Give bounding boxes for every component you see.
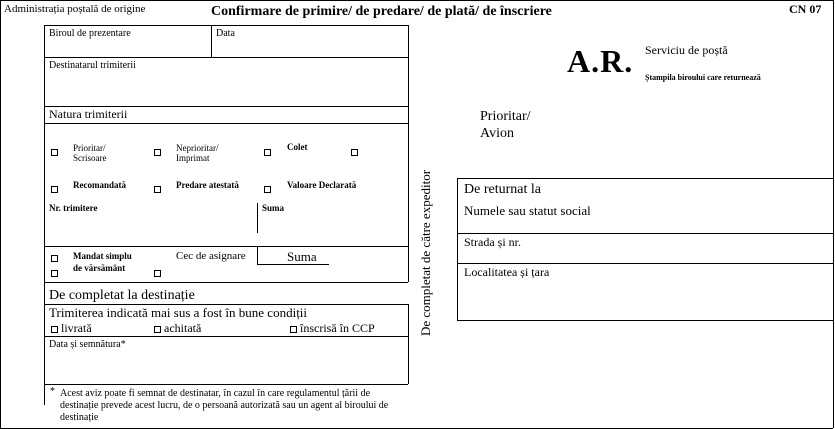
cec-label: Cec de asignare xyxy=(176,250,246,262)
street-row-bottom xyxy=(457,263,833,264)
office-date-divider xyxy=(211,25,212,57)
return-box-bottom xyxy=(457,320,833,321)
option-predare-atestata-label: Predare atestată xyxy=(176,180,239,190)
checkbox-prioritar[interactable] xyxy=(51,149,58,156)
money-order-label: Mandat simplu de vărsământ xyxy=(73,251,132,273)
checkbox-recomandata[interactable] xyxy=(51,186,58,193)
return-box-top xyxy=(457,178,833,179)
return-box-left xyxy=(457,178,458,320)
left-block-edge xyxy=(44,25,45,405)
frame-top xyxy=(0,0,833,1)
option-recomandata-label: Recomandată xyxy=(73,180,126,190)
destination-heading: De completat la destinație xyxy=(49,288,195,303)
return-heading: De returnat la xyxy=(464,182,541,197)
office-label: Biroul de prezentare xyxy=(49,28,131,39)
name-label: Numele sau statut social xyxy=(464,203,591,218)
checkbox-mandat[interactable] xyxy=(51,255,58,262)
frame-left xyxy=(0,0,1,428)
checkbox-neprioritar[interactable] xyxy=(154,149,161,156)
sum-large-label: Suma xyxy=(287,249,317,264)
name-row-bottom xyxy=(457,233,833,234)
money-row-top xyxy=(44,246,408,247)
checkbox-achitata[interactable] xyxy=(154,326,161,333)
checkbox-colet[interactable] xyxy=(264,149,271,156)
frame-right xyxy=(833,0,834,428)
sender-vertical-label: De completat de către expeditor xyxy=(418,169,433,336)
item-number-label: Nr. trimitere xyxy=(49,203,98,213)
condition-text: Trimiterea indicată mai sus a fost în bune condiții xyxy=(49,305,308,320)
money-row-bottom xyxy=(44,282,408,283)
status-inscrisa-ccp-label: înscrisă în CCP xyxy=(300,321,375,335)
status-livrata-label: livrată xyxy=(61,321,92,335)
option-colet-label: Colet xyxy=(287,142,308,152)
origin-admin-label: Administrația poștală de origine xyxy=(4,3,146,15)
footnote-mark: * xyxy=(50,386,55,397)
priority-label: Prioritar/ Avion xyxy=(480,109,531,141)
signature-row-bottom xyxy=(44,384,408,385)
checkbox-valoare-declarata[interactable] xyxy=(264,186,271,193)
checkbox-livrata[interactable] xyxy=(51,326,58,333)
checkbox-cec[interactable] xyxy=(154,270,161,277)
date-signature-label: Data și semnătura* xyxy=(49,339,126,350)
form-title: Confirmare de primire/ de predare/ de plată/ de înscriere xyxy=(211,4,552,19)
option-valoare-declarata-label: Valoare Declarată xyxy=(287,180,357,190)
checkbox-predare-atestata[interactable] xyxy=(154,186,161,193)
left-block-right-edge-upper xyxy=(408,25,409,282)
item-sum-divider xyxy=(257,203,258,233)
form-code: CN 07 xyxy=(789,2,822,16)
addressee-label: Destinatarul trimiterii xyxy=(49,60,136,71)
footnote-text: Acest aviz poate fi semnat de destinatar, în cazul în care regulamentul țării de destinație prevede acest lucru, de o persoană autorizată sau un agent al biroului de destinație xyxy=(60,388,389,423)
condition-right-edge xyxy=(408,304,409,336)
checkbox-extra[interactable] xyxy=(351,149,358,156)
date-label: Data xyxy=(216,28,235,39)
ar-mark: A.R. xyxy=(567,43,634,79)
status-achitata-label: achitată xyxy=(164,321,202,335)
signature-row-top xyxy=(44,336,408,337)
sum-small-label: Suma xyxy=(262,203,285,213)
street-label: Strada și nr. xyxy=(464,235,521,249)
nature-label: Natura trimiterii xyxy=(49,107,128,121)
checkbox-mandat-2[interactable] xyxy=(51,270,58,277)
city-label: Localitatea și țara xyxy=(464,265,550,279)
checkbox-inscrisa-ccp[interactable] xyxy=(290,326,297,333)
stamp-text: Ștampila biroului care returnează xyxy=(645,73,761,82)
signature-right-edge xyxy=(408,336,409,384)
office-row-top xyxy=(44,25,408,26)
cec-sum-divider xyxy=(257,246,258,264)
option-prioritar-label: Prioritar/ Scrisoare xyxy=(73,143,107,163)
office-row-bottom xyxy=(44,57,408,58)
option-neprioritar-label: Neprioritar/ Imprimat xyxy=(176,143,219,163)
postal-service-label: Serviciu de poștă xyxy=(645,43,728,57)
nature-row-bottom xyxy=(44,123,408,124)
